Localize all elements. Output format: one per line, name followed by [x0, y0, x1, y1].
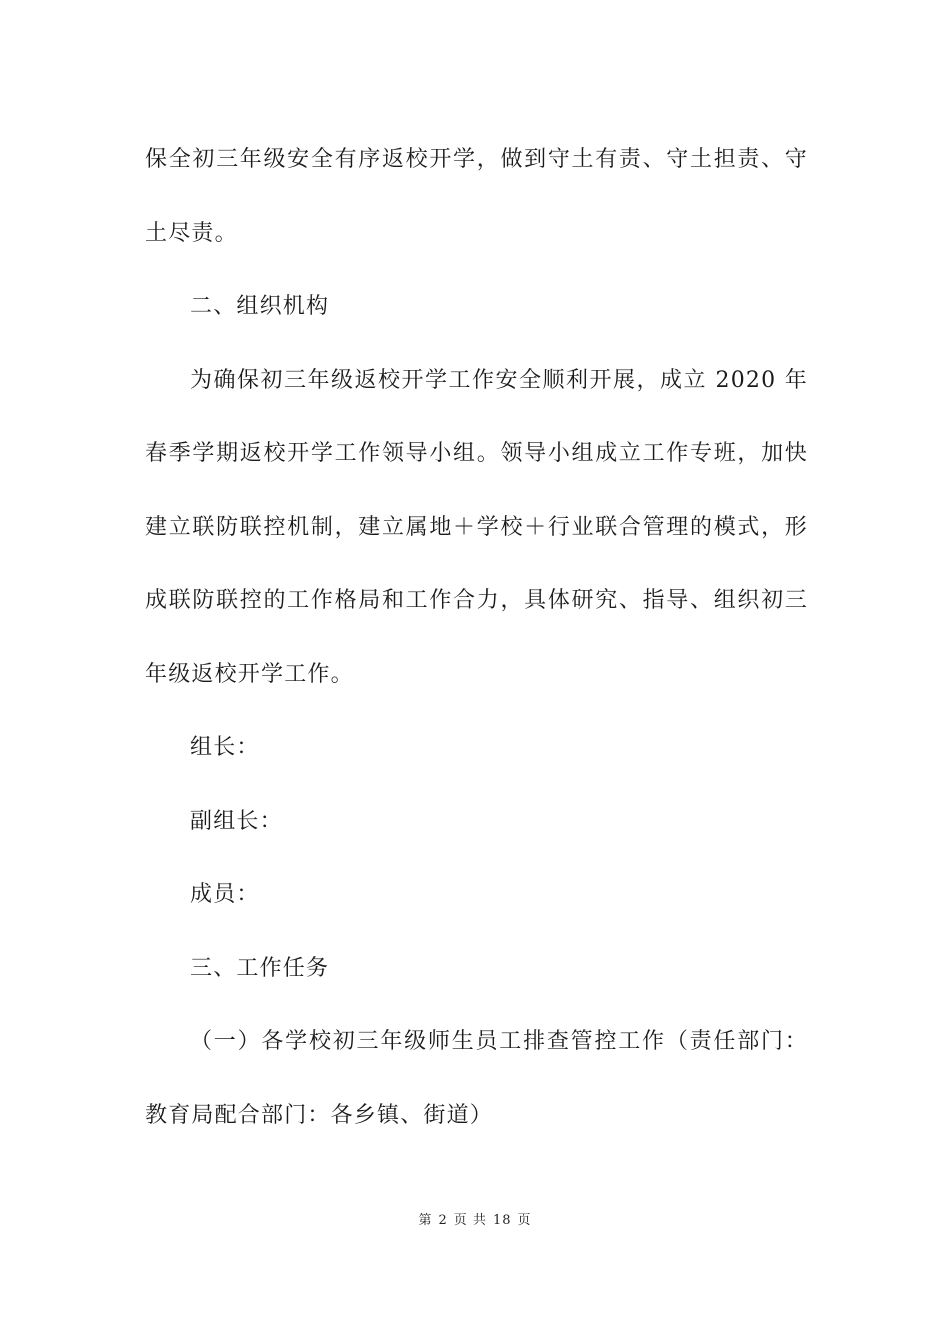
page-total: 18 — [492, 1213, 512, 1228]
page-mid: 页 共 — [453, 1213, 487, 1228]
page-suffix: 页 — [517, 1213, 532, 1228]
section-heading-organization: 二、组织机构 — [190, 294, 330, 319]
field-group-leader: 组长： — [190, 735, 260, 760]
paragraph-task-one: （一）各学校初三年级师生员工排查管控工作（责任部门：教育局配合部门：各乡镇、街道） — [145, 1029, 808, 1128]
page-prefix: 第 — [418, 1213, 433, 1228]
document-body — [145, 123, 808, 1152]
paragraph-organization-description: 为确保初三年级返校开学工作安全顺利开展，成立 2020 年春季学期返校开学工作领导小组。领导小组成立工作专班，加快建立联防联控机制，建立属地＋学校＋行业联合管理的模式，形成联防联控的工作格局和工作合力，具体研究、指导、组织初三年级返校开学工作。 — [145, 367, 808, 687]
paragraph-continuation: 保全初三年级安全有序返校开学，做到守土有责、守土担责、守土尽责。 — [145, 147, 808, 246]
field-deputy-leader: 副组长： — [190, 808, 283, 834]
page-current: 2 — [438, 1213, 448, 1228]
field-members: 成员： — [190, 882, 260, 907]
page-footer — [0, 1209, 950, 1228]
section-heading-tasks: 三、工作任务 — [190, 955, 330, 981]
